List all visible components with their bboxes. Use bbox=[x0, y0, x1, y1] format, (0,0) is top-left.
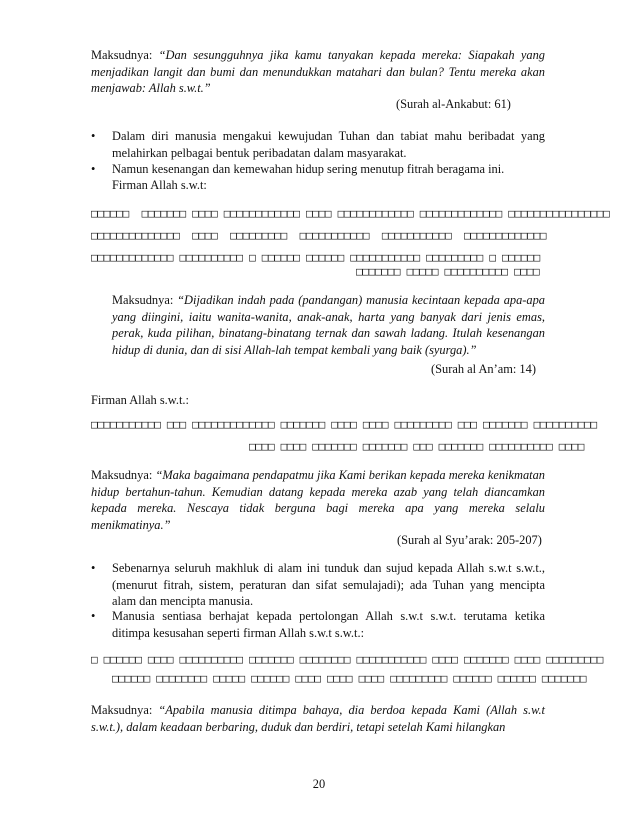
surah-reference: (Surah al Syu’arak: 205-207) bbox=[397, 533, 542, 547]
quote-paragraph-4 bbox=[91, 702, 545, 735]
maksudnya-label: Maksudnya: bbox=[91, 703, 153, 717]
bullet-icon: • bbox=[91, 609, 96, 623]
bullet-icon: • bbox=[91, 129, 96, 143]
firman-heading: Firman Allah s.w.t: bbox=[112, 178, 207, 192]
maksudnya-label: Maksudnya: bbox=[91, 48, 153, 62]
bullet-text: Dalam diri manusia mengakui kewujudan Tuhan dan tabiat mahu beribadat yang melahirkan pelbagai bentuk peribadatan dalam masyarakat. bbox=[112, 129, 545, 160]
bullet-item bbox=[91, 128, 545, 161]
firman-heading: Firman Allah s.w.t.: bbox=[91, 393, 189, 407]
document-page: Maksudnya: “Dan sesungguhnya jika kamu tanyakan kepada mereka: Siapakah yang menjadikan langit dan bumi dan menundukkan matahari dan bulan? Tentu mereka akan menjawab: Allah s.w.t.” (Surah al-Ankabut: 61) • Dalam diri manusia mengakui kewujudan Tuhan dan tabiat mahu beribadat yang melahirkan pelbagai bentuk peribadatan dalam masyarakat. • Namun kesenangan dan kemewahan hidup sering menutup fitrah beragama ini. Firman Allah s.w.t: □□□□□□ □□□□□□□ □□□□ □□□□□□□□□□□□ □□□□ □□□□□□□□□□□□ □□□□□□□□□□□□□ □□□□□□□□□□□□□□□□ □□□□□□□□□□□□□□ □□□□ □□□□□□□□□ □□□□□□□□□□□ □□□□□□□□□□□ □□□□□□□□□□□□□ □□□□□□□□□□□□□ □□□□□□□□□□ □ □□□□□□ □□□□□□ □□□□□□□□□□□ □□□□□□□□□ □ □□□□□□ □□□□□□□ □□□□□ □□□□□□□□□□ □□□□ Maksudnya: “Dijadikan indah pada (pandangan) manusia kecintaan kepada apa-apa yang diingini, iaitu wanita-wanita, anak-anak, harta yang banyak dari jenis emas, perak, kuda pilihan, binatang-binatang ternak dan sawah ladang. Itulah kesenangan hidup di dunia, dan di sisi Allah-lah tempat kembali yang baik (syurga).” (Surah al An’am: 14) Firman Allah s.w.t.: □□□□□□□□□□□ □□□ □□□□□□□□□□□□□ □□□□□□□ □□□□ □□□□ □□□□□□□□□ □□□ □□□□□□□ □□□□□□□□□□ □□□□ □□□□ □□□□□□□ □□□□□□□ □□□ □□□□□□□ □□□□□□□□□□ □□□□ Maksudnya: “Maka bagaimana pendapatmu jika Kami berikan kepada mereka kenikmatan hidup bertahun-tahun. Kemudian datang kepada mereka azab yang telah diancamkan kepada mereka. Nescaya tidak berguna bagi mereka apa yang mereka selalu menikmatinya.” (Surah al Syu’arak: 205-207) • Sebenarnya seluruh makhluk di alam ini tunduk dan sujud kepada Allah s.w.t s.w.t., (menurut fitrah, sistem, peraturan dan sifat semulajadi); ada Tuhan yang mencipta alam dan mencipta manusia. • Manusia sentiasa berhajat kepada pertolongan Allah s.w.t s.w.t. terutama ketika ditimpa kesusahan seperti firman Allah s.w.t s.w.t.: □ □□□□□□ □□□□ □□□□□□□□□□ □□□□□□□ □□□□□□□□ □□□□□□□□□□□ □□□□ □□□□□□□ □□□□ □□□□□□□□□ □□□□□□ □□□□□□□□ □□□□□ □□□□□□ □□□□ □□□□ □□□□ □□□□□□□□□ □□□□□□ □□□□□□ □□□□□□□ Maksudnya: “Apabila manusia ditimpa bahaya, dia berdoa kepada Kami (Allah s.w.t s.w.t.), dalam keadaan berbaring, duduk dan berdiri, tetapi setelah Kami hilangkan 20 bbox=[0, 0, 638, 826]
bullet-text: Manusia sentiasa berhajat kepada pertolongan Allah s.w.t s.w.t. terutama ketika ditimpa kesusahan seperti firman Allah s.w.t s.w.t.: bbox=[112, 609, 545, 640]
quote-paragraph-1 bbox=[91, 47, 545, 97]
surah-reference: (Surah al-Ankabut: 61) bbox=[396, 97, 511, 111]
bullet-icon: • bbox=[91, 561, 96, 575]
maksudnya-label: Maksudnya: bbox=[91, 468, 153, 482]
quote-paragraph-3 bbox=[91, 467, 545, 533]
bullet-item bbox=[91, 161, 545, 178]
quote-paragraph-2 bbox=[112, 292, 545, 358]
surah-reference: (Surah al An’am: 14) bbox=[431, 362, 536, 376]
quote-text: “Dan sesungguhnya jika kamu tanyakan kepada mereka: Siapakah yang menjadikan langit dan bumi dan menundukkan matahari dan bulan? Tentu mereka akan menjawab: Allah s.w.t.” bbox=[91, 48, 545, 95]
quote-text: “Maka bagaimana pendapatmu jika Kami berikan kepada mereka kenikmatan hidup bertahun-tahun. Kemudian datang kepada mereka azab yang telah diancamkan kepada mereka. Nescaya tidak berguna bagi mereka apa yang mereka selalu menikmatinya.” bbox=[91, 468, 545, 532]
quote-text: “Dijadikan indah pada (pandangan) manusia kecintaan kepada apa-apa yang diingini, iaitu wanita-wanita, anak-anak, harta yang banyak dari jenis emas, perak, kuda pilihan, binatang-binatang ternak dan sawah ladang. Itulah kesenangan hidup di dunia, dan di sisi Allah-lah tempat kembali yang baik (syurga).” bbox=[112, 293, 545, 357]
bullet-item bbox=[91, 560, 545, 610]
bullet-icon: • bbox=[91, 162, 96, 176]
bullet-item bbox=[91, 608, 545, 641]
page-number: 20 bbox=[312, 777, 326, 791]
maksudnya-label: Maksudnya: bbox=[112, 293, 174, 307]
bullet-text: Sebenarnya seluruh makhluk di alam ini tunduk dan sujud kepada Allah s.w.t s.w.t., (menurut fitrah, sistem, peraturan dan sifat semulajadi); ada Tuhan yang mencipta alam dan mencipta manusia. bbox=[112, 561, 545, 608]
quote-text: “Apabila manusia ditimpa bahaya, dia berdoa kepada Kami (Allah s.w.t s.w.t.), dalam keadaan berbaring, duduk dan berdiri, tetapi setelah Kami hilangkan bbox=[91, 703, 545, 734]
bullet-text: Namun kesenangan dan kemewahan hidup sering menutup fitrah beragama ini. bbox=[112, 162, 505, 176]
